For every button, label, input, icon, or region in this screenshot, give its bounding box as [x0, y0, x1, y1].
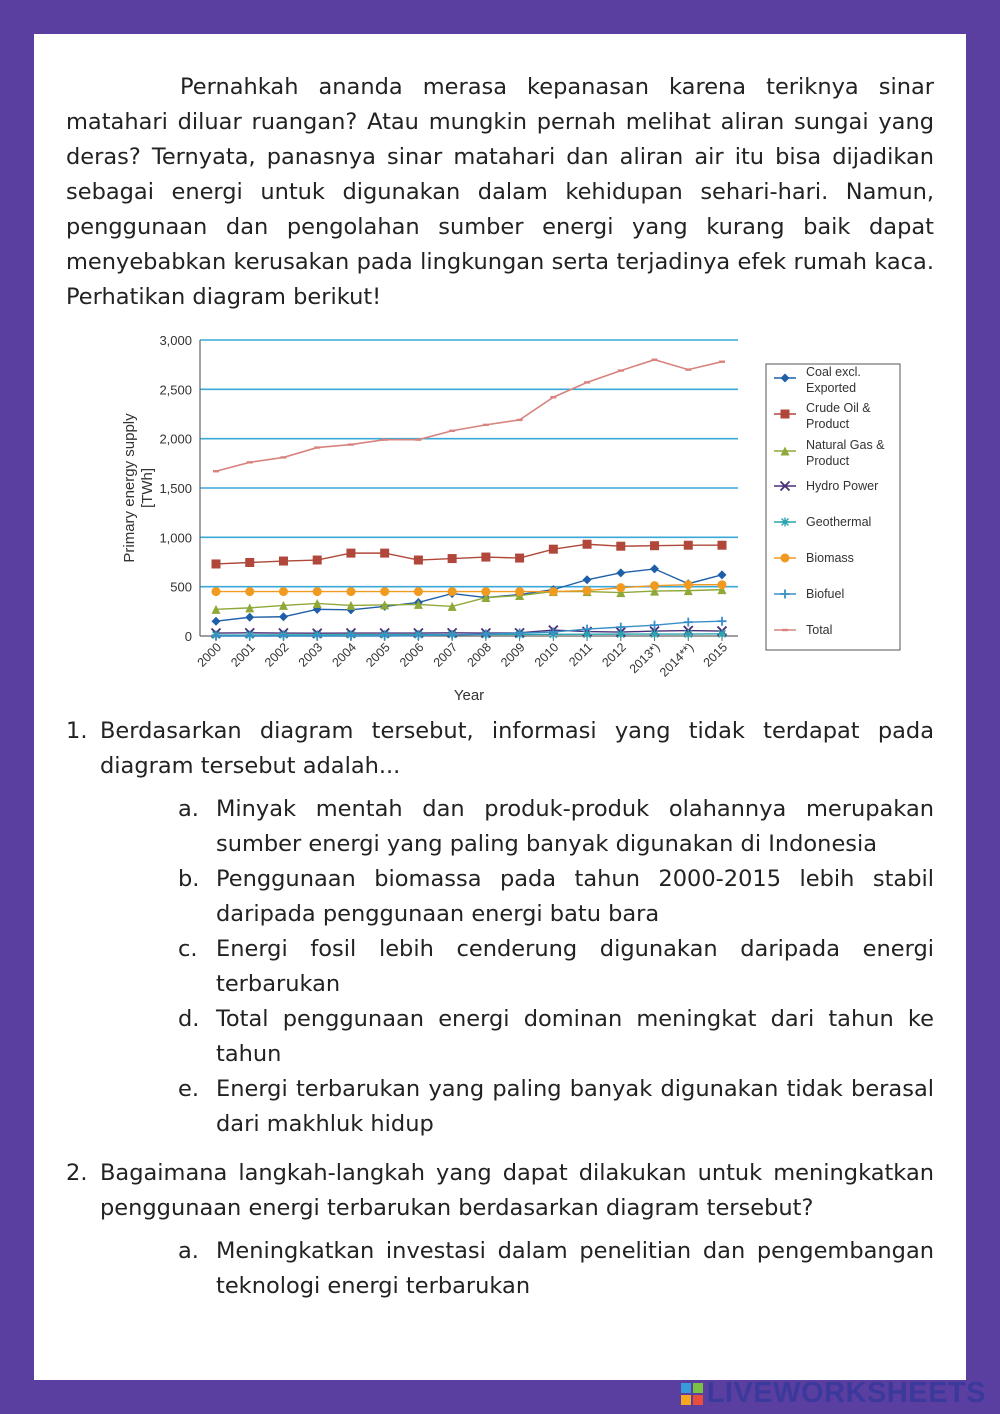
x-tick-label: 2015 — [700, 640, 731, 670]
x-tick-label: 2005 — [363, 640, 393, 670]
intro-paragraph — [66, 70, 934, 315]
series-line — [216, 360, 722, 471]
series-biofuel — [212, 617, 727, 641]
data-point — [245, 587, 254, 596]
y-axis-label: Primary energy supply — [121, 413, 138, 563]
energy-supply-chart — [104, 330, 885, 710]
legend-label: Biofuel — [806, 587, 845, 601]
legend-label: Total — [806, 623, 833, 637]
data-point — [346, 549, 355, 558]
data-point — [650, 581, 659, 590]
data-point — [549, 587, 558, 596]
data-point — [279, 557, 288, 566]
x-tick-label: 2000 — [194, 640, 225, 670]
data-point — [718, 570, 727, 579]
x-tick-label: 2010 — [531, 640, 562, 670]
x-tick-label: 2003 — [295, 640, 326, 670]
series-natural-gas-product — [212, 585, 727, 614]
data-point — [549, 545, 558, 554]
option-letter: a. — [178, 1238, 199, 1264]
series-line — [216, 569, 722, 621]
data-point — [279, 587, 288, 596]
y-axis-unit-label: [TWh] — [139, 468, 156, 508]
y-tick-label: 1,000 — [159, 530, 192, 546]
option-b[interactable] — [66, 862, 934, 932]
data-point — [212, 559, 221, 568]
option-text: Total penggunaan energi dominan meningkat dari tahun ke tahun — [216, 1006, 934, 1067]
data-point — [245, 558, 254, 567]
data-point — [684, 580, 693, 589]
legend-label: Natural Gas & — [806, 438, 885, 452]
data-point — [346, 587, 355, 596]
series-line — [216, 590, 722, 610]
data-point — [684, 618, 693, 627]
data-point — [718, 629, 727, 638]
question-text: Bagaimana langkah-langkah yang dapat dilakukan untuk meningkatkan penggunaan energi terbarukan berdasarkan diagram tersebut? — [100, 1160, 934, 1221]
x-axis-label: Year — [453, 687, 485, 704]
data-point — [313, 587, 322, 596]
option-a[interactable] — [66, 792, 934, 862]
data-point — [313, 556, 322, 565]
data-point — [448, 554, 457, 563]
answer-options — [66, 1234, 934, 1304]
x-tick-label: 2009 — [498, 640, 528, 670]
data-point — [684, 541, 693, 550]
data-point — [650, 541, 659, 550]
y-tick-label: 1,500 — [159, 481, 192, 496]
logo-blocks-icon — [681, 1383, 703, 1405]
option-text: Minyak mentah dan produk-produk olahannya merupakan sumber energi yang paling banyak digunakan di Indonesia — [216, 796, 934, 857]
data-point — [380, 587, 389, 596]
data-point — [212, 617, 221, 626]
y-tick-label: 3,000 — [159, 333, 192, 348]
y-tick-label: 0 — [184, 629, 192, 644]
option-letter: c. — [178, 936, 198, 962]
x-tick-label: 2002 — [262, 640, 292, 670]
x-tick-label: 2004 — [329, 640, 360, 670]
worksheet-page — [34, 34, 966, 1380]
data-point — [279, 612, 288, 621]
data-point — [616, 542, 625, 551]
data-point — [549, 628, 558, 637]
option-text: Meningkatkan investasi dalam penelitian dan pengembangan teknologi energi terbarukan — [216, 1238, 934, 1299]
option-text: Penggunaan biomassa pada tahun 2000-2015 lebih stabil daripada penggunaan energi batu bara — [216, 866, 934, 927]
option-letter: a. — [178, 796, 199, 822]
data-point — [515, 587, 524, 596]
data-point — [414, 587, 423, 596]
answer-options — [66, 792, 934, 1142]
data-point — [718, 541, 727, 550]
data-point — [718, 580, 727, 589]
data-point — [245, 613, 254, 622]
series-total — [213, 360, 725, 471]
data-point — [583, 586, 592, 595]
x-tick-label: 2008 — [464, 640, 494, 670]
data-point — [781, 554, 790, 563]
data-point — [481, 587, 490, 596]
data-point — [212, 587, 221, 596]
x-tick-label: 2013*) — [626, 640, 663, 677]
option-letter: b. — [178, 866, 200, 892]
question-number: 2. — [66, 1160, 88, 1186]
x-tick-label: 2012 — [599, 640, 629, 670]
data-point — [583, 575, 592, 584]
question-number: 1. — [66, 718, 88, 744]
series-coal-excl-exported — [212, 564, 727, 625]
option-c[interactable] — [66, 932, 934, 1002]
data-point — [616, 568, 625, 577]
question-1 — [66, 714, 934, 1142]
intro-text: Pernahkah ananda merasa kepanasan karena teriknya sinar matahari diluar ruangan? Atau mungkin pernah melihat aliran sungai yang deras? Ternyata, panasnya sinar matahari dan aliran air itu bisa dijadikan sebagai energi untuk digunakan dalam kehidupan sehari-hari. Namun, penggunaan dan pengolahan sumber energi yang kurang baik dapat menyebabkan kerusakan pada lingkungan serta terjadinya efek rumah kaca. Perhatikan diagram berikut! — [66, 74, 934, 310]
option-d[interactable] — [66, 1002, 934, 1072]
liveworksheets-logo — [681, 1377, 986, 1410]
option-e[interactable] — [66, 1072, 934, 1142]
chart-svg — [104, 330, 885, 710]
y-tick-label: 500 — [170, 579, 192, 595]
data-point — [583, 540, 592, 549]
question-text: Berdasarkan diagram tersebut, informasi yang tidak terdapat pada diagram tersebut adalah... — [100, 718, 934, 779]
data-point — [718, 617, 727, 626]
option-text: Energi fosil lebih cenderung digunakan daripada energi terbarukan — [216, 936, 934, 997]
x-tick-label: 2014**) — [656, 640, 697, 680]
series-line — [216, 630, 722, 633]
x-tick-label: 2007 — [430, 640, 461, 670]
legend-label: Biomass — [806, 551, 854, 565]
series-crude-oil-product — [212, 540, 727, 569]
y-tick-label: 2,500 — [159, 382, 192, 398]
data-point — [448, 587, 457, 596]
option-letter: e. — [178, 1076, 199, 1102]
series-line — [216, 585, 722, 592]
series-biomass — [212, 580, 727, 596]
legend-label: Product — [806, 417, 850, 431]
x-tick-label: 2006 — [396, 640, 427, 670]
question-2 — [66, 1156, 934, 1304]
legend-label: Product — [806, 454, 850, 468]
option-a[interactable] — [66, 1234, 934, 1304]
brand-text: LIVEWORKSHEETS — [706, 1377, 986, 1409]
data-point — [616, 623, 625, 632]
data-point — [781, 410, 790, 419]
option-text: Energi terbarukan yang paling banyak digunakan tidak berasal dari makhluk hidup — [216, 1076, 934, 1137]
option-letter: d. — [178, 1006, 200, 1032]
data-point — [515, 554, 524, 563]
data-point — [414, 556, 423, 565]
x-tick-label: 2001 — [228, 640, 258, 670]
data-point — [616, 583, 625, 592]
y-tick-label: 2,000 — [159, 431, 192, 447]
series-line — [216, 544, 722, 564]
legend-label: Coal excl. — [806, 365, 861, 379]
legend-label: Geothermal — [806, 515, 872, 529]
data-point — [781, 518, 790, 527]
data-point — [481, 553, 490, 562]
data-point — [684, 630, 693, 639]
data-point — [380, 549, 389, 558]
legend-label: Hydro Power — [806, 479, 879, 493]
x-tick-label: 2011 — [566, 640, 596, 670]
data-point — [650, 564, 659, 573]
legend-label: Exported — [806, 381, 857, 395]
data-point — [650, 630, 659, 639]
legend-label: Crude Oil & — [806, 401, 871, 415]
